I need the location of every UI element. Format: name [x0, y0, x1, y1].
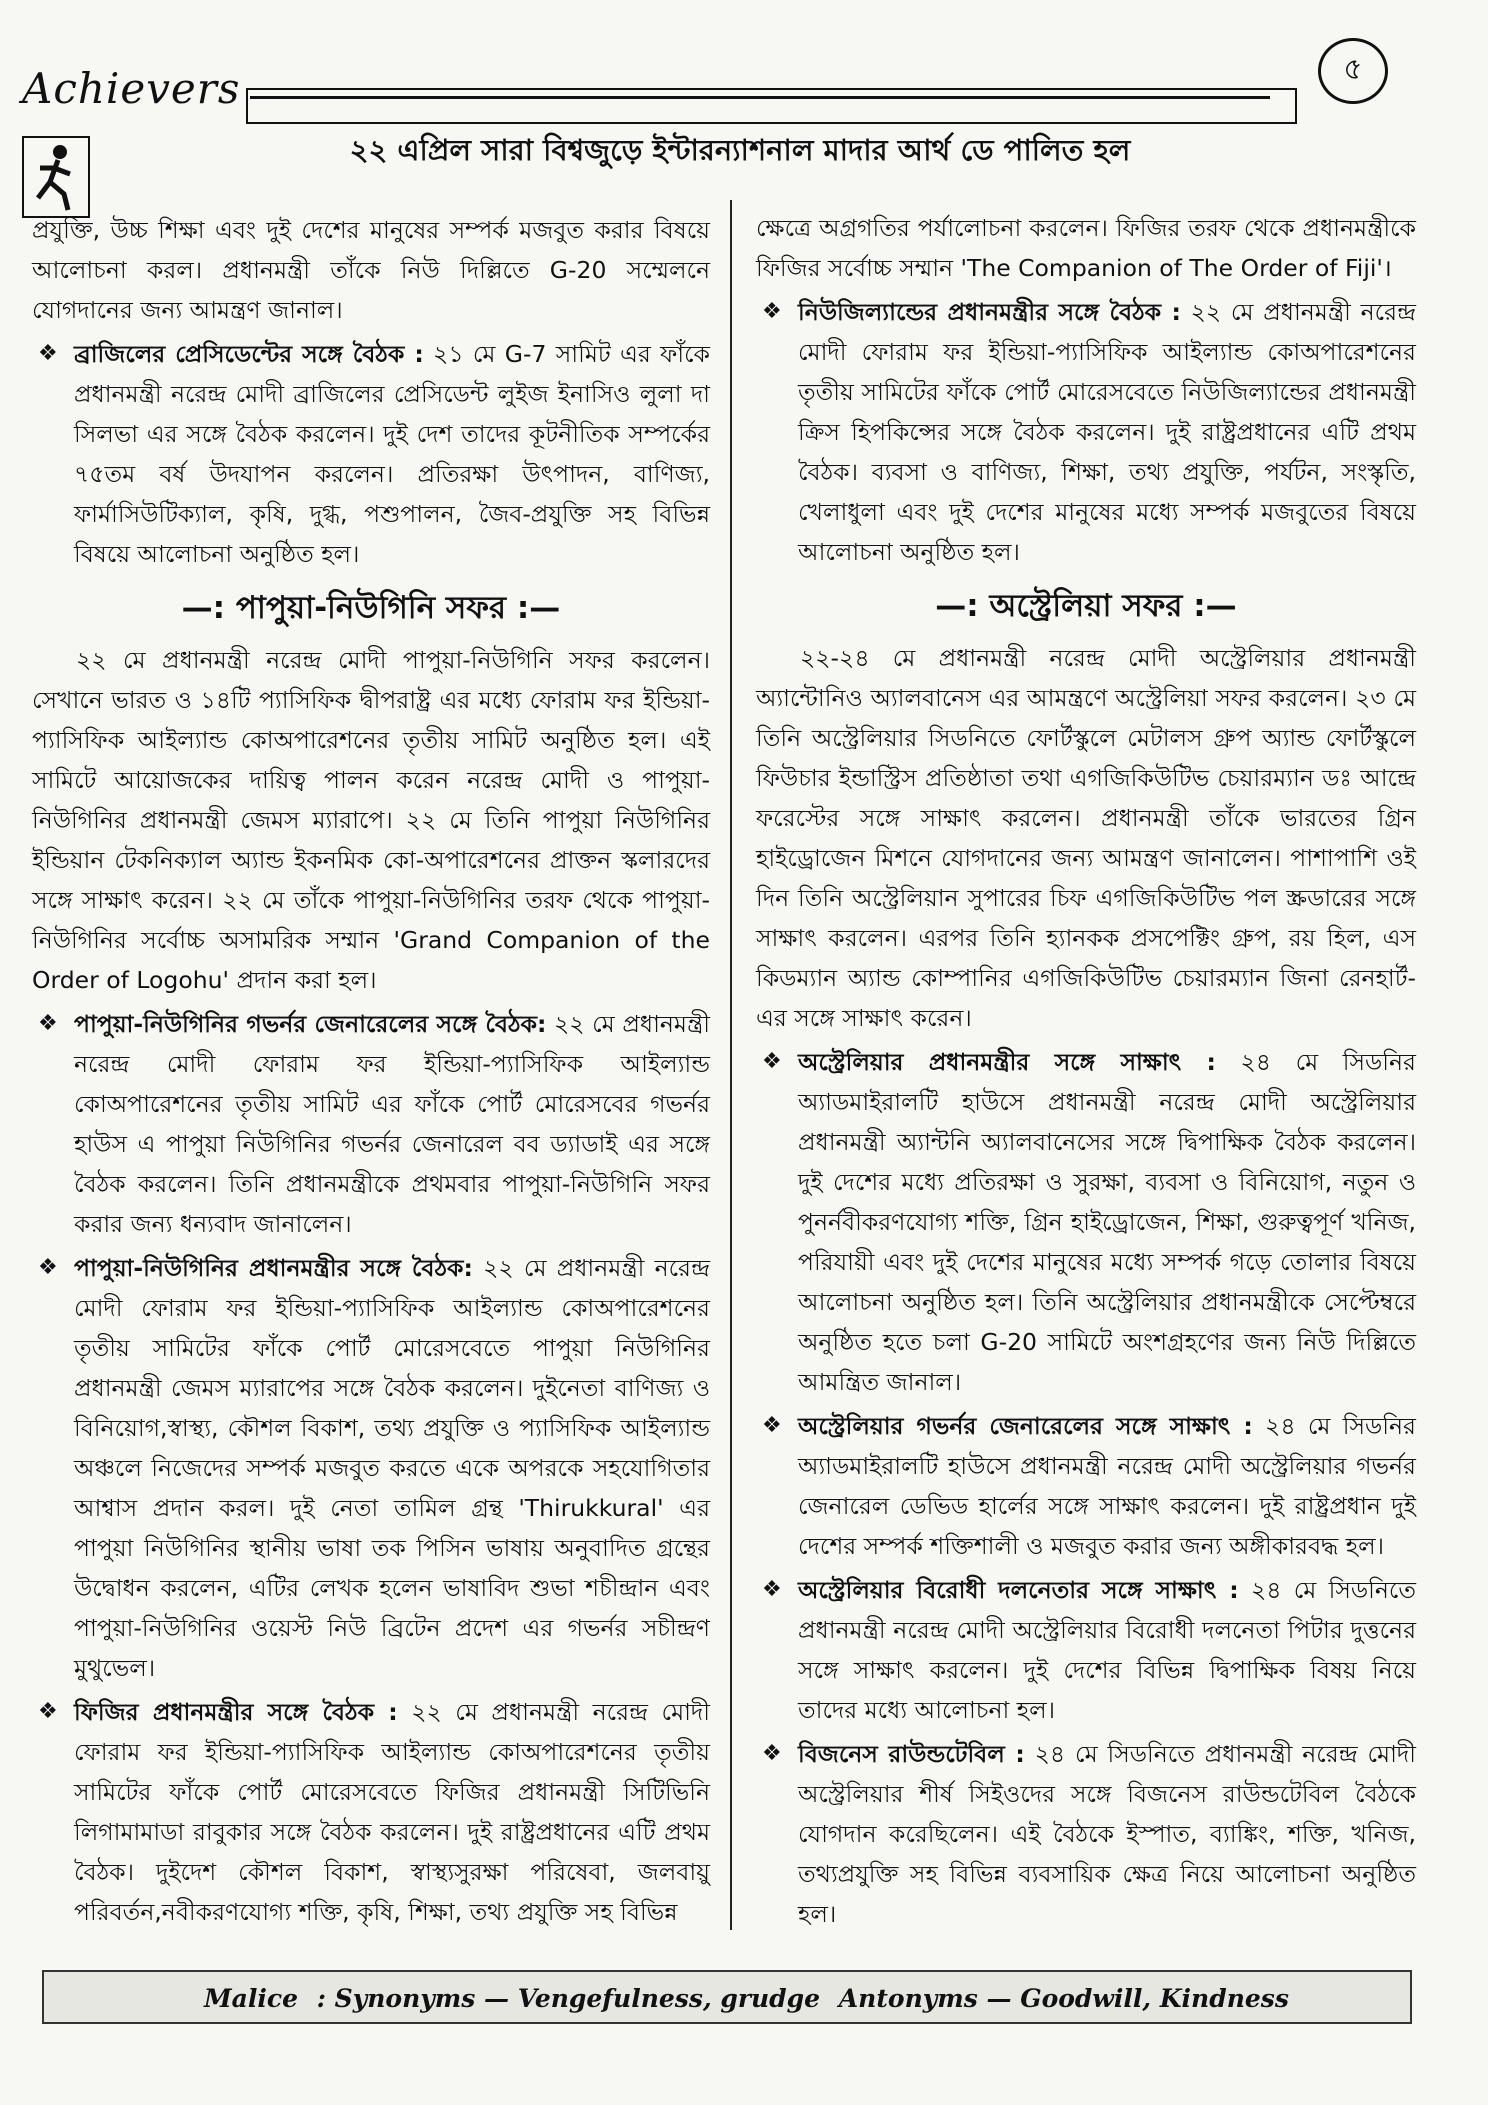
brand-logo-text: Achievers	[22, 64, 241, 113]
item-title: বিজনেস রাউন্ডটেবিল :	[798, 1740, 1025, 1768]
item-title: পাপুয়া-নিউগিনির গভর্নর জেনারেলের সঙ্গে বৈঠক:	[74, 1010, 547, 1038]
item-title: অস্ট্রেলিয়ার গভর্নর জেনারেলের সঙ্গে সাক্ষাৎ :	[798, 1412, 1253, 1440]
item-title: ব্রাজিলের প্রেসিডেন্টের সঙ্গে বৈঠক :	[74, 340, 424, 368]
vocab-word: Malice	[204, 1984, 298, 2013]
list-item	[32, 1692, 710, 1932]
vocabulary-footer	[42, 1970, 1412, 2024]
page-headline: ২২ এপ্রিল সারা বিশ্বজুড়ে ইন্টারন্যাশনাল মাদার আর্থ ডে পালিত হল	[349, 133, 1131, 167]
vocab-synonyms: : Synonyms — Vengefulness, grudge	[316, 1984, 821, 2013]
list-item	[32, 1248, 710, 1688]
section-heading: —: পাপুয়া-নিউগিনি সফর :—	[181, 590, 561, 626]
item-text: ২১ মে G-7 সামিট এর ফাঁকে প্রধানমন্ত্রী নরেন্দ্র মোদী ব্রাজিলের প্রেসিডেন্ট লুইজ ইনাসিও লুলা দা সিলভা এর সঙ্গে বৈঠক করলেন। দুই দেশ তাদের কূটনীতিক সম্পর্কের ৭৫তম বর্ষ উদযাপন করলেন। প্রতিরক্ষা উৎপাদন, বাণিজ্য, ফার্মাসিউটিক্যাল, কৃষি, দুগ্ধ, পশুপালন, জৈব-প্রযুক্তি সহ বিভিন্ন বিষয়ে আলোচনা অনুষ্ঠিত হল।	[74, 340, 710, 568]
item-title: নিউজিল্যান্ডের প্রধানমন্ত্রীর সঙ্গে বৈঠক :	[798, 298, 1181, 326]
item-text: ২৪ মে সিডনিতে প্রধানমন্ত্রী নরেন্দ্র মোদী অস্ট্রেলিয়ার বিরোধী দলনেতা পিটার দুত্তনের সঙ্গে সাক্ষাৎ করলেন। দুই দেশের বিভিন্ন দ্বিপাক্ষিক বিষয় নিয়ে তাদের মধ্যে আলোচনা হল।	[798, 1576, 1416, 1724]
list-item	[756, 1734, 1416, 1934]
header-rule	[250, 96, 1270, 99]
runner-logo-icon	[22, 136, 90, 218]
section-paragraph: ২২ মে প্রধানমন্ত্রী নরেন্দ্র মোদী পাপুয়া-নিউগিনি সফর করলেন। সেখানে ভারত ও ১৪টি প্যাসিফিক দ্বীপরাষ্ট্র এর মধ্যে ফোরাম ফর ইন্ডিয়া- প্যাসিফিক আইল্যান্ড কোঅপারেশনের তৃতীয় সামিট অনুষ্ঠিত হল। এই সামিটে আয়োজকের দায়িত্ব পালন করেন নরেন্দ্র মোদী ও পাপুয়া- নিউগিনির প্রধানমন্ত্রী জেমস ম্যারাপে। ২২ মে তিনি পাপুয়া নিউগিনির ইন্ডিয়ান টেকনিক্যাল অ্যান্ড ইকনমিক কো-অপারেশনের প্রাক্তন স্কলারদের সঙ্গে সাক্ষাৎ করেন। ২২ মে তাঁকে পাপুয়া-নিউগিনির তরফ থেকে পাপুয়া-নিউগিনির সর্বোচ্চ অসামরিক সম্মান 'Grand Companion of the Order of Logohu' প্রদান করা হল।	[32, 646, 710, 994]
item-text: ২৪ মে সিডনিতে প্রধানমন্ত্রী নরেন্দ্র মোদী অস্ট্রেলিয়ার শীর্ষ সিইওদের সঙ্গে বিজনেস রাউন্ডটেবিল বৈঠকে যোগদান করেছিলেন। এই বৈঠকে ইস্পাত, ব্যাঙ্কিং, শক্তি, খনিজ, তথ্যপ্রযুক্তি সহ বিভিন্ন ব্যবসায়িক ক্ষেত্র নিয়ে আলোচনা অনুষ্ঠিত হল।	[798, 1740, 1416, 1928]
item-text: ২৪ মে সিডনির অ্যাডমাইরালটি হাউসে প্রধানমন্ত্রী নরেন্দ্র মোদী অস্ট্রেলিয়ার প্রধানমন্ত্রী অ্যান্টনি অ্যালবানেসের সঙ্গে দ্বিপাক্ষিক বৈঠক করলেন। দুই দেশের মধ্যে প্রতিরক্ষা ও সুরক্ষা, ব্যবসা ও বিনিয়োগ, নতুন ও পুনর্নবীকরণযোগ্য শক্তি, গ্রিন হাইড্রোজেন, শিক্ষা, গুরুত্বপূর্ণ খনিজ, পরিযায়ী এবং দুই দেশের মানুষের মধ্যে সম্পর্ক গড়ে তোলার বিষয়ে আলোচনা অনুষ্ঠিত হল। তিনি অস্ট্রেলিয়ার প্রধানমন্ত্রীকে সেপ্টেম্বরে অনুষ্ঠিত হতে চলা G-20 সামিটে অংশগ্রহণের জন্য নিউ দিল্লিতে আমন্ত্রিত জানাল।	[798, 1048, 1416, 1396]
section-heading: —: অস্ট্রেলিয়া সফর :—	[935, 588, 1237, 624]
section-paragraph: ২২-২৪ মে প্রধানমন্ত্রী নরেন্দ্র মোদী অস্ট্রেলিয়ার প্রধানমন্ত্রী অ্যান্টোনিও অ্যালবানেস এর আমন্ত্রণে অস্ট্রেলিয়া সফর করলেন। ২৩ মে তিনি অস্ট্রেলিয়ার সিডনিতে ফোর্টস্কুলে মেটালস গ্রুপ অ্যান্ড ফোর্টস্কুলে ফিউচার ইন্ডাস্ট্রিস প্রতিষ্ঠাতা তথা এগজিকিউটিভ চেয়ারম্যান ডঃ আন্দ্রে ফরেস্টের সঙ্গে সাক্ষাৎ করলেন। প্রধানমন্ত্রী তাঁকে ভারতের গ্রিন হাইড্রোজেন মিশনে যোগদানের জন্য আমন্ত্রণ জানালেন। পাশাপাশি ওই দিন তিনি অস্ট্রেলিয়ান সুপারের চিফ এগজিকিউটিভ পল স্ক্রডারের সঙ্গে সাক্ষাৎ করলেন। এরপর তিনি হ্যানকক প্রসপেক্টিং গ্রুপ, রয় হিল, এস কিডম্যান অ্যান্ড কোম্পানির এগজিকিউটিভ চেয়ারম্যান জিনা রেনহার্ট-এর সঙ্গে সাক্ষাৎ করেন।	[756, 644, 1416, 1032]
vocab-antonyms: Antonyms — Goodwill, Kindness	[838, 1984, 1289, 2013]
item-text: ২২ মে প্রধানমন্ত্রী নরেন্দ্র মোদী ফোরাম ফর ইন্ডিয়া-প্যাসিফিক আইল্যান্ড কোঅপারেশনের তৃতীয় সামিটের ফাঁকে পোর্ট মোরেসবেতে পাপুয়া নিউগিনির প্রধানমন্ত্রী জেমস ম্যারাপের সঙ্গে বৈঠক করলেন। দুইনেতা বাণিজ্য ও বিনিয়োগ,স্বাস্থ্য, কৌশল বিকাশ, তথ্য প্রযুক্তি ও প্যাসিফিক আইল্যান্ড অঞ্চলে নিজেদের সম্পর্ক মজবুত করতে একে অপরকে সহযোগিতার আশ্বাস প্রদান করল। দুই নেতা তামিল গ্রন্থ 'Thirukkural' এর পাপুয়া নিউগিনির স্থানীয় ভাষা তক পিসিন ভাষায় অনুবাদিত গ্রন্থের উদ্বোধন করলেন, এটির লেখক হলেন ভাষাবিদ শুভা শচীন্দ্রান এবং পাপুয়া-নিউগিনির ওয়েস্ট নিউ ব্রিটেন প্রদেশ এর গভর্নর সচীন্দ্রণ মুথুভেল।	[74, 1254, 710, 1682]
list-item	[756, 1406, 1416, 1566]
page-number: ৫	[1318, 38, 1388, 104]
column-divider	[730, 200, 732, 1930]
continued-paragraph: ক্ষেত্রে অগ্রগতির পর্যালোচনা করলেন। ফিজির তরফ থেকে প্রধানমন্ত্রীকে ফিজির সর্বোচ্চ সম্মান 'The Companion of The Order of Fiji'।	[756, 214, 1416, 282]
item-text: ২২ মে প্রধানমন্ত্রী নরেন্দ্র মোদী ফোরাম ফর ইন্ডিয়া-প্যাসিফিক আইল্যান্ড কোঅপারেশনের তৃতীয় সামিট এর ফাঁকে পোর্ট মোরেসবের গভর্নর হাউস এ পাপুয়া নিউগিনির গভর্নর জেনারেল বব ড্যাডাই এর সঙ্গে বৈঠক করলেন। তিনি প্রধানমন্ত্রীকে প্রথমবার পাপুয়া-নিউগিনি সফর করার জন্য ধন্যবাদ জানালেন।	[74, 1010, 710, 1238]
header-frame	[246, 88, 1297, 124]
item-title: পাপুয়া-নিউগিনির প্রধানমন্ত্রীর সঙ্গে বৈঠক:	[74, 1254, 473, 1282]
list-item	[756, 292, 1416, 572]
item-text: ২২ মে প্রধানমন্ত্রী নরেন্দ্র মোদী ফোরাম ফর ইন্ডিয়া-প্যাসিফিক আইল্যান্ড কোঅপারেশনের তৃতীয় সামিটের ফাঁকে পোর্ট মোরেসবেতে নিউজিল্যান্ডের প্রধানমন্ত্রী ক্রিস হিপকিন্সের সঙ্গে বৈঠক করলেন। দুই রাষ্ট্রপ্রধানের এটি প্রথম বৈঠক। ব্যবসা ও বাণিজ্য, শিক্ষা, তথ্য প্রযুক্তি, পর্যটন, সংস্কৃতি, খেলাধুলা এবং দুই দেশের মানুষের মধ্যে সম্পর্ক মজবুতের বিষয়ে আলোচনা অনুষ্ঠিত হল।	[798, 298, 1416, 566]
item-text: ২৪ মে সিডনির অ্যাডমাইরালটি হাউসে প্রধানমন্ত্রী নরেন্দ্র মোদী অস্ট্রেলিয়ার গভর্নর জেনারেল ডেভিড হার্লের সঙ্গে সাক্ষাৎ করলেন। দুই রাষ্ট্রপ্রধান দুই দেশের সম্পর্ক শক্তিশালী ও মজবুত করার জন্য অঙ্গীকারবদ্ধ হল।	[798, 1412, 1416, 1560]
list-item	[32, 334, 710, 574]
right-column	[756, 208, 1416, 1938]
item-title: ফিজির প্রধানমন্ত্রীর সঙ্গে বৈঠক :	[74, 1698, 398, 1726]
list-item	[32, 1004, 710, 1244]
list-item	[756, 1570, 1416, 1730]
intro-paragraph: প্রযুক্তি, উচ্চ শিক্ষা এবং দুই দেশের মানুষের সম্পর্ক মজবুত করার বিষয়ে আলোচনা করল। প্রধানমন্ত্রী তাঁকে নিউ দিল্লিতে G-20 সম্মেলনে যোগদানের জন্য আমন্ত্রণ জানাল।	[32, 216, 710, 324]
list-item	[756, 1042, 1416, 1402]
left-column	[32, 210, 710, 1936]
item-title: অস্ট্রেলিয়ার প্রধানমন্ত্রীর সঙ্গে সাক্ষাৎ :	[798, 1048, 1216, 1076]
item-title: অস্ট্রেলিয়ার বিরোধী দলনেতার সঙ্গে সাক্ষাৎ :	[798, 1576, 1239, 1604]
item-text: ২২ মে প্রধানমন্ত্রী নরেন্দ্র মোদী ফোরাম ফর ইন্ডিয়া-প্যাসিফিক আইল্যান্ড কোঅপারেশনের তৃতীয় সামিটের ফাঁকে পোর্ট মোরেসবেতে ফিজির প্রধানমন্ত্রী সিটিভিনি লিগামামাডা রাবুকার সঙ্গে বৈঠক করলেন। দুই রাষ্ট্রপ্রধানের এটি প্রথম বৈঠক। দুইদেশ কৌশল বিকাশ, স্বাস্থ্যসুরক্ষা পরিষেবা, জলবায়ু পরিবর্তন,নবীকরণযোগ্য শক্তি, কৃষি, শিক্ষা, তথ্য প্রযুক্তি সহ বিভিন্ন	[74, 1698, 710, 1926]
